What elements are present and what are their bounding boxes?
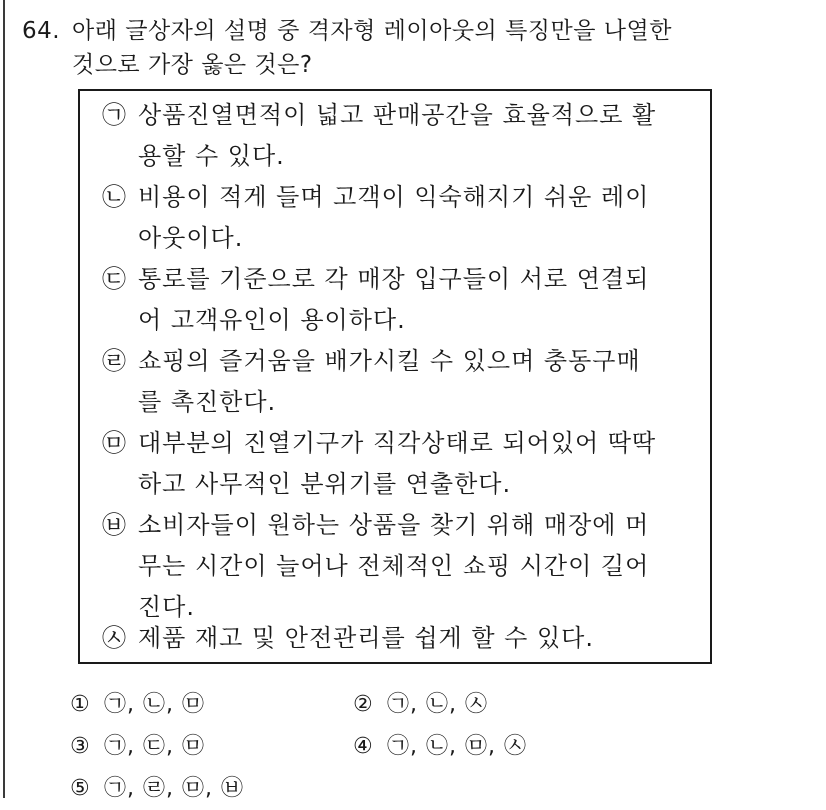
choice-1[interactable] xyxy=(70,684,205,726)
statement-item xyxy=(102,505,692,628)
question-line-1 xyxy=(22,14,812,48)
choice-number: ① xyxy=(70,692,91,717)
choice-number: ④ xyxy=(353,734,374,759)
item-text-continued: 를 촉진한다. xyxy=(138,388,277,416)
item-marker: ㉠ xyxy=(102,101,127,129)
choice-5[interactable] xyxy=(70,768,244,810)
item-text-continued: 진다. xyxy=(138,593,195,621)
item-marker: ㉢ xyxy=(102,265,127,293)
statement-item xyxy=(102,341,692,423)
item-text: 대부분의 진열기구가 직각상태로 되어있어 딱딱 xyxy=(138,429,657,457)
choice-text: ㉠, ㉢, ㉤ xyxy=(104,734,205,759)
item-text: 비용이 적게 들며 고객이 익숙해지기 쉬운 레이 xyxy=(138,183,650,211)
item-marker: ㉦ xyxy=(102,624,127,652)
item-text: 소비자들이 원하는 상품을 찾기 위해 매장에 머 xyxy=(138,511,650,539)
item-text: 쇼핑의 즐거움을 배가시킬 수 있으며 충동구매 xyxy=(138,347,641,375)
item-text: 제품 재고 및 안전관리를 쉽게 할 수 있다. xyxy=(138,624,594,652)
choice-number: ③ xyxy=(70,734,91,759)
item-text-continued: 용할 수 있다. xyxy=(138,142,285,170)
choice-number: ② xyxy=(353,692,374,717)
question-text-line-1: 아래 글상자의 설명 중 격자형 레이아웃의 특징만을 나열한 xyxy=(72,18,672,44)
item-marker: ㉡ xyxy=(102,183,127,211)
choice-number: ⑤ xyxy=(70,776,91,801)
choice-3[interactable] xyxy=(70,726,205,768)
choice-text: ㉠, ㉡, ㉤ xyxy=(104,692,205,717)
choice-text: ㉠, ㉡, ㉦ xyxy=(387,692,488,717)
statement-item xyxy=(102,177,692,259)
item-text-continued: 어 고객유인이 용이하다. xyxy=(138,306,406,334)
item-text-continued: 아웃이다. xyxy=(138,224,244,252)
choice-4[interactable] xyxy=(353,726,527,768)
item-marker: ㉥ xyxy=(102,511,127,539)
item-text: 상품진열면적이 넓고 판매공간을 효율적으로 활 xyxy=(138,101,657,129)
item-text-continued: 하고 사무적인 분위기를 연출한다. xyxy=(138,470,512,498)
question-number: 64. xyxy=(22,18,61,44)
question-text-line-2: 것으로 가장 옳은 것은? xyxy=(72,52,313,78)
item-marker: ㉤ xyxy=(102,429,127,457)
statement-item xyxy=(102,95,692,177)
choice-text: ㉠, ㉣, ㉤, ㉥ xyxy=(104,776,244,801)
statement-item xyxy=(102,259,692,341)
item-marker: ㉣ xyxy=(102,347,127,375)
left-margin-rule xyxy=(3,0,5,798)
statement-item xyxy=(102,618,692,659)
item-text-continued: 무는 시간이 늘어나 전체적인 쇼핑 시간이 길어 xyxy=(138,552,650,580)
choice-text: ㉠, ㉡, ㉤, ㉦ xyxy=(387,734,527,759)
statement-item xyxy=(102,423,692,505)
question-stem xyxy=(22,14,812,82)
statement-box xyxy=(78,89,712,664)
item-text: 통로를 기준으로 각 매장 입구들이 서로 연결되 xyxy=(138,265,650,293)
choice-2[interactable] xyxy=(353,684,488,726)
